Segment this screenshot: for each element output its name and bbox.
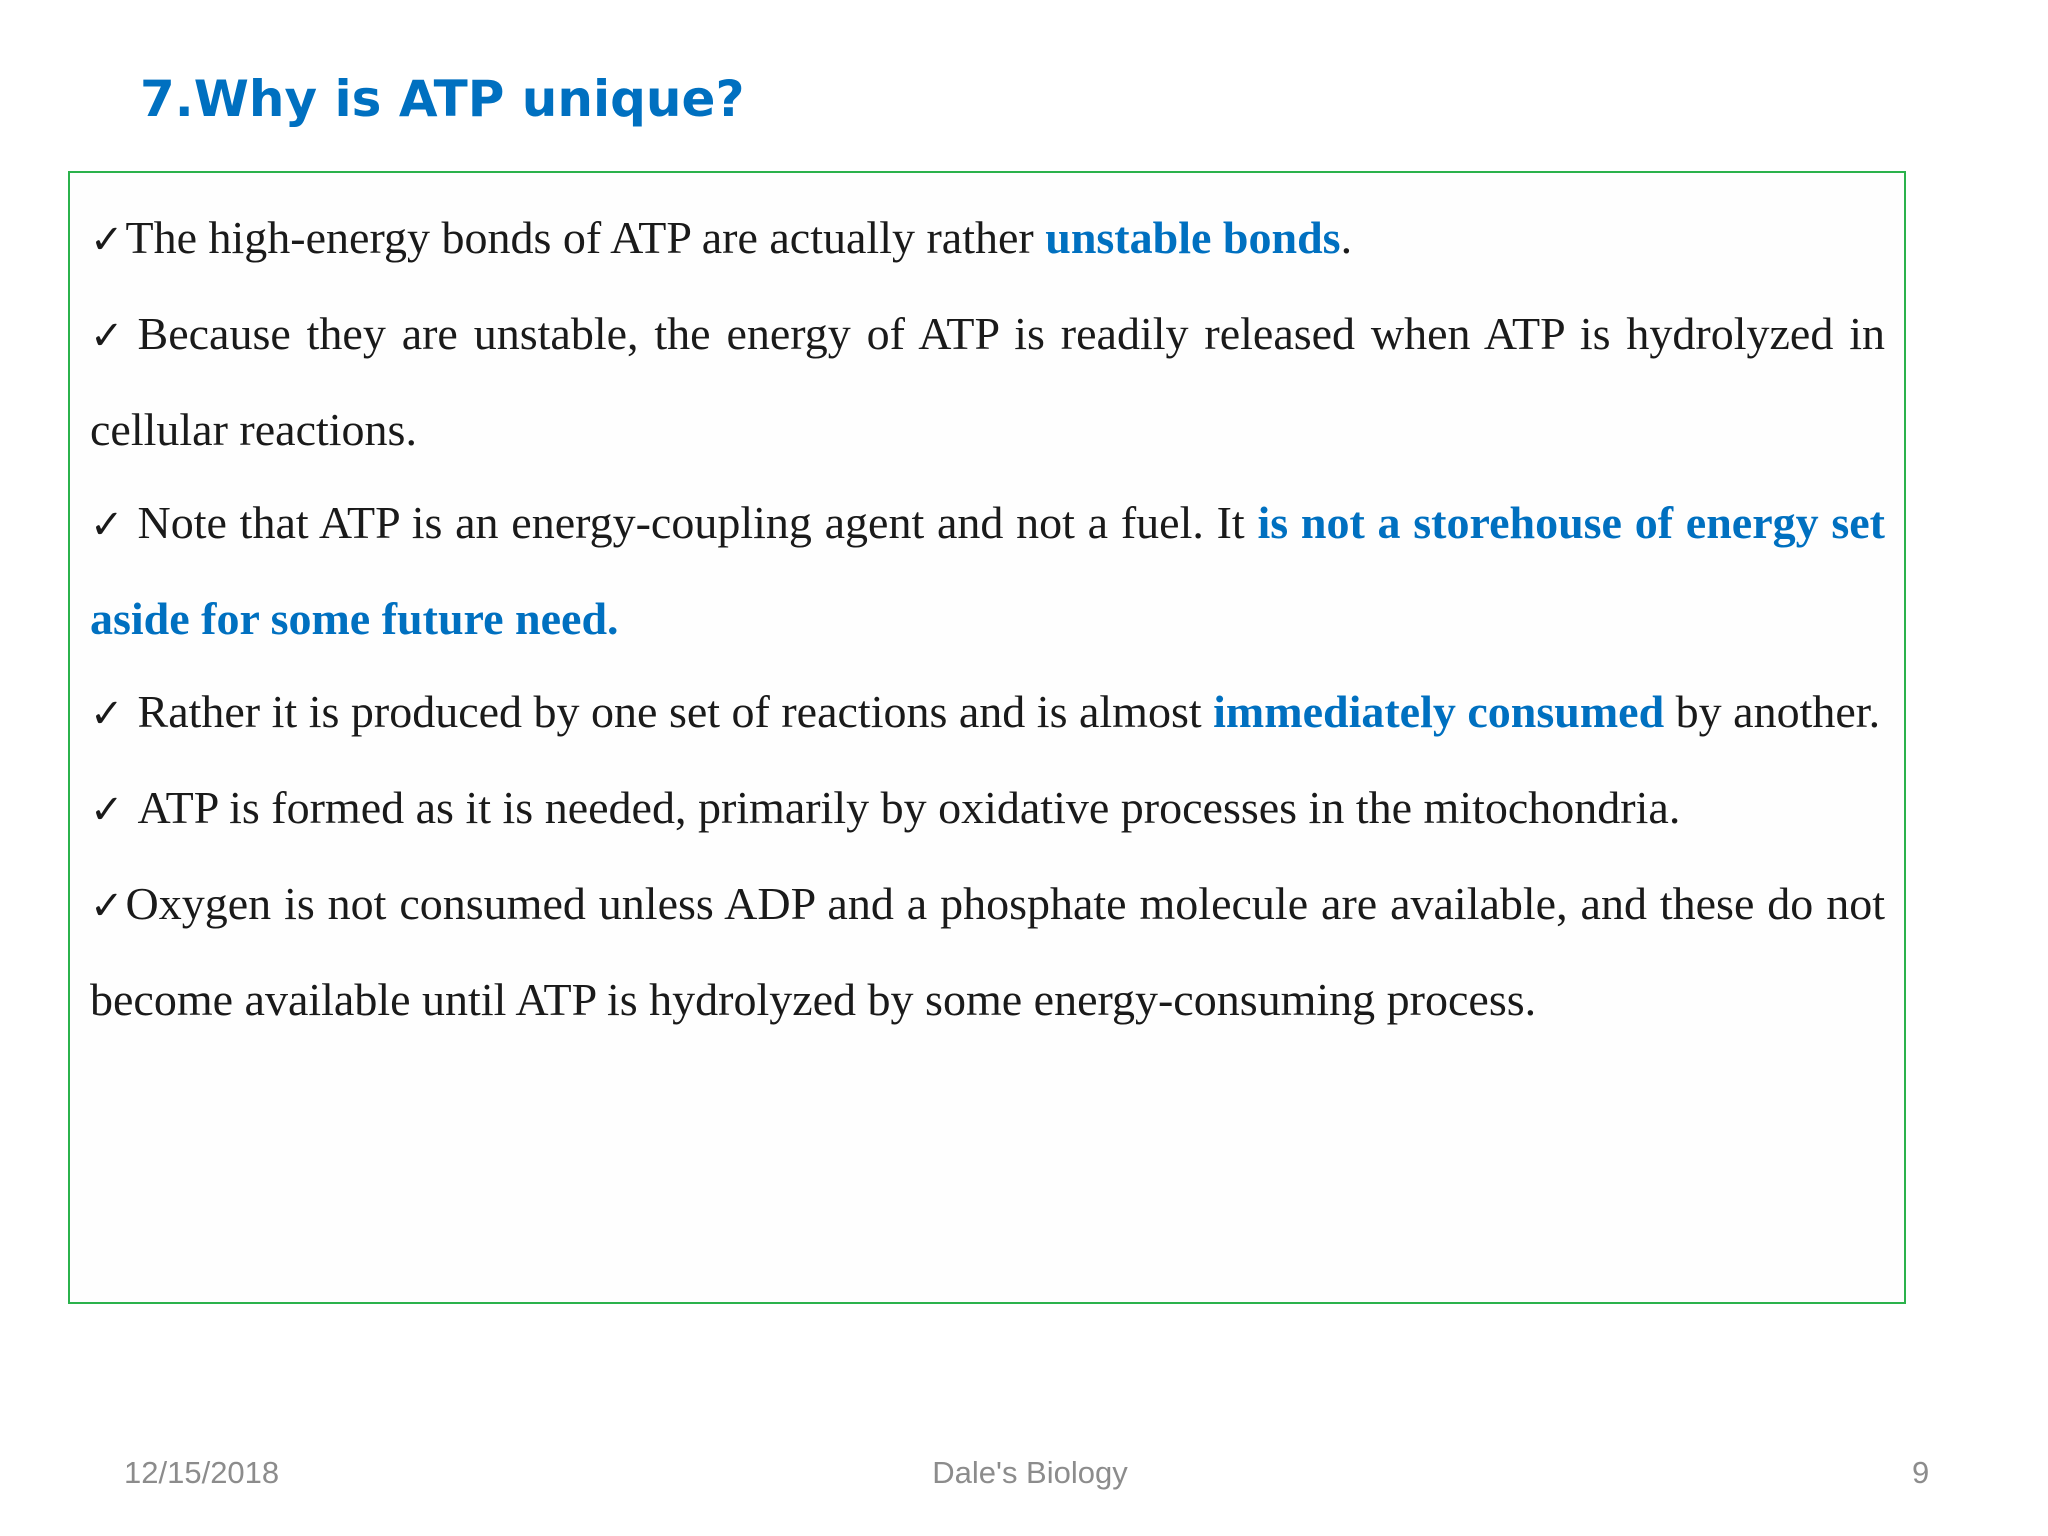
bullet-list (90, 191, 1885, 1046)
bullet-highlight: is not a storehouse of energy set aside for some future need. (90, 497, 1885, 644)
footer-date: 12/15/2018 (124, 1455, 280, 1490)
check-icon: ✓ (90, 883, 124, 929)
bullet-text: The high-energy bonds of ATP are actually rather (125, 212, 1046, 263)
bullet-item (90, 476, 1885, 665)
check-icon: ✓ (90, 217, 124, 263)
bullet-text: Oxygen is not consumed unless ADP and a phosphate molecule are available, and these do not become available until ATP is hydrolyzed by some energy-consuming process. (90, 878, 1885, 1025)
bullet-text: Note that ATP is an energy-coupling agent and not a fuel. It (137, 497, 1258, 548)
check-icon: ✓ (90, 502, 124, 548)
check-icon: ✓ (90, 313, 124, 359)
bullet-item (90, 761, 1885, 857)
bullet-item (90, 857, 1885, 1046)
bullet-highlight: unstable bonds (1045, 212, 1341, 263)
check-icon: ✓ (90, 787, 124, 833)
check-icon: ✓ (90, 691, 124, 737)
slide-title: 7.Why is ATP unique? (140, 70, 745, 128)
bullet-item (90, 287, 1885, 476)
bullet-text: ATP is formed as it is needed, primarily by oxidative processes in the mitochondria. (137, 782, 1681, 833)
bullet-text-end: by another. (1664, 686, 1881, 737)
bullet-text-end: . (1340, 212, 1353, 263)
bullet-highlight: immediately consumed (1213, 686, 1665, 737)
bullet-item (90, 191, 1885, 287)
page-number: 9 (1912, 1455, 1930, 1490)
footer-title: Dale's Biology (932, 1455, 1128, 1490)
bullet-item (90, 665, 1885, 761)
bullet-text: Because they are unstable, the energy of ATP is readily released when ATP is hydrolyzed in cellular reactions. (90, 308, 1885, 455)
content-box (68, 171, 1906, 1304)
bullet-text: Rather it is produced by one set of reactions and is almost (137, 686, 1214, 737)
